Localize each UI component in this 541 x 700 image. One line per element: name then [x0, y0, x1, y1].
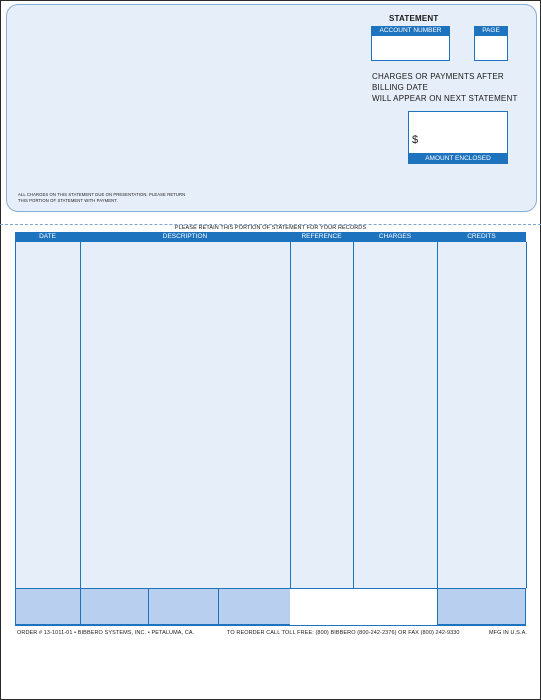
- return-instructions: [18, 192, 185, 203]
- instruction-line: ALL CHARGES ON THIS STATEMENT DUE ON PRESENTATION. PLEASE RETURN: [18, 192, 186, 197]
- reorder-info: TO REORDER CALL TOLL FREE: (800) BIBBERO (800-242-2376) OR FAX (800) 242-9330: [227, 630, 460, 636]
- account-number-field[interactable]: [371, 35, 450, 61]
- column-header-date: DATE: [15, 232, 80, 242]
- blank-cell: [290, 588, 437, 627]
- notice-line: WILL APPEAR ON NEXT STATEMENT: [372, 94, 518, 103]
- charges-column[interactable]: [353, 242, 438, 588]
- retain-notice: PLEASE RETAIN THIS PORTION OF STATEMENT FOR YOUR RECORDS: [174, 225, 367, 231]
- column-header-reference: REFERENCE: [290, 232, 353, 242]
- column-header-description: DESCRIPTION: [80, 232, 290, 242]
- ledger-table: [15, 232, 526, 627]
- total-cell[interactable]: [80, 588, 149, 625]
- amount-enclosed-field[interactable]: [408, 111, 508, 154]
- account-number-label: ACCOUNT NUMBER: [371, 26, 450, 35]
- credits-column[interactable]: [437, 242, 527, 588]
- page-field[interactable]: [474, 35, 508, 61]
- description-column[interactable]: [80, 242, 291, 588]
- notice-line: CHARGES OR PAYMENTS AFTER: [372, 72, 504, 81]
- total-cell[interactable]: [218, 588, 291, 625]
- amount-enclosed-label: AMOUNT ENCLOSED: [408, 153, 508, 164]
- remittance-stub: [6, 4, 537, 212]
- page-label: PAGE: [474, 26, 508, 35]
- ledger-bottom-rule: [15, 625, 526, 626]
- date-column[interactable]: [15, 242, 81, 588]
- statement-title: STATEMENT: [389, 14, 439, 23]
- instruction-line: THIS PORTION OF STATEMENT WITH PAYMENT.: [18, 197, 118, 203]
- credits-total-cell[interactable]: [437, 588, 526, 625]
- total-cell[interactable]: [148, 588, 219, 625]
- reference-column[interactable]: [290, 242, 354, 588]
- billing-notice: [372, 71, 518, 104]
- order-info: ORDER # 13-1011-01 • BIBBERO SYSTEMS, INC. • PETALUMA, CA.: [17, 630, 195, 636]
- dollar-sign: $: [412, 134, 419, 146]
- column-header-credits: CREDITS: [437, 232, 526, 242]
- notice-line: BILLING DATE: [372, 83, 429, 92]
- column-header-charges: CHARGES: [353, 232, 437, 242]
- manufacture-note: MFG IN U.S.A.: [489, 630, 527, 636]
- total-cell[interactable]: [15, 588, 81, 625]
